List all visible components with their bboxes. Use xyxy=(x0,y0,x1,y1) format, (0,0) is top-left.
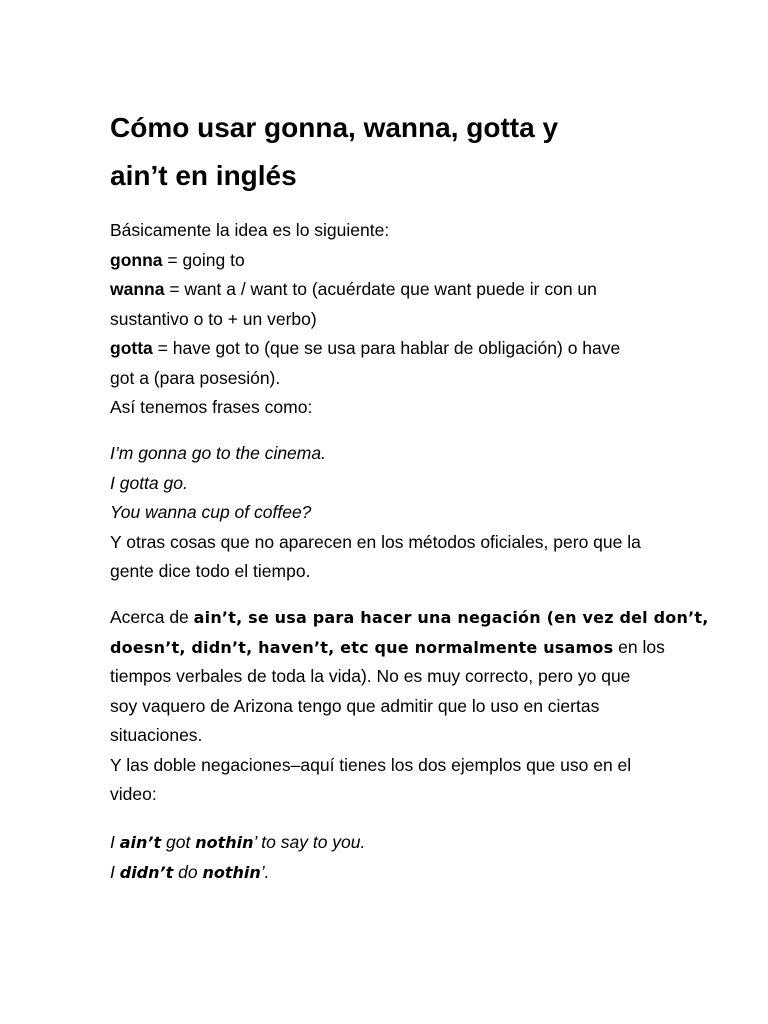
final-example-1-part-c: got xyxy=(161,832,196,852)
aint-bold-rest-2: doesn’t, didn’t, haven’t, etc que normalmente usamos xyxy=(110,637,614,657)
example-2: I gotta go. xyxy=(110,472,188,493)
gonna-term: gonna xyxy=(110,249,163,270)
aint-line-2 xyxy=(110,633,670,663)
final-example-2-didnt: didn’t xyxy=(119,862,174,882)
examples-note-1: Y otras cosas que no aparecen en los métodos oficiales, pero que la xyxy=(110,531,641,552)
intro-text: Básicamente la idea es lo siguiente: xyxy=(110,220,390,240)
title-line-1: Cómo usar gonna, wanna, gotta y xyxy=(110,112,559,143)
gotta-meaning: = have got to (que se usa para hablar de obligación) o have xyxy=(152,338,621,358)
final-example-1 xyxy=(110,828,670,858)
gotta-meaning-continued: got a (para posesión). xyxy=(110,367,281,388)
example-1: I’m gonna go to the cinema. xyxy=(110,443,326,463)
final-example-2-part-a: I xyxy=(110,861,120,882)
gotta-definition xyxy=(110,334,670,364)
final-example-1-aint: ain’t xyxy=(119,833,162,852)
gotta-term: gotta xyxy=(110,338,153,358)
final-example-2-part-c: do xyxy=(173,861,203,882)
aint-paragraph xyxy=(110,603,709,810)
aint-line-7: video: xyxy=(110,784,157,804)
final-example-2-nothin: nothin xyxy=(202,862,261,882)
example-3: You wanna cup of coffee? xyxy=(110,502,312,522)
final-examples xyxy=(110,828,670,887)
final-example-1-part-a: I xyxy=(110,832,120,852)
final-example-1-nothin: nothin xyxy=(195,833,254,852)
wanna-definition xyxy=(110,275,670,305)
final-example-2-part-e: ’. xyxy=(260,861,270,882)
page-title xyxy=(110,104,670,200)
aint-line-3: tiempos verbales de toda la vida). No es muy correcto, pero yo que xyxy=(110,666,631,686)
wanna-meaning-continued: sustantivo o to + un verbo) xyxy=(110,308,317,329)
aint-bold-rest-1: , se usa para hacer una negación (en vez del don’t, xyxy=(236,608,709,627)
transition-text: Así tenemos frases como: xyxy=(110,397,313,417)
aint-line-4: soy vaquero de Arizona tengo que admitir que lo uso en ciertas xyxy=(110,695,600,716)
examples-note-2: gente dice todo el tiempo. xyxy=(110,561,311,581)
wanna-term: wanna xyxy=(110,279,165,299)
final-example-2 xyxy=(110,858,670,888)
final-example-1-part-e: ’ to say to you. xyxy=(253,832,366,852)
aint-term: ain’t xyxy=(193,608,237,627)
wanna-meaning: = want a / want to (acuérdate que want puede ir con un xyxy=(164,279,597,299)
aint-after-bold: en los xyxy=(613,636,665,657)
aint-line-5: situaciones. xyxy=(110,725,203,745)
examples-paragraph xyxy=(110,439,670,587)
aint-line-1 xyxy=(110,603,709,633)
gonna-definition xyxy=(110,246,670,276)
intro-paragraph xyxy=(110,216,670,423)
gonna-meaning: = going to xyxy=(162,249,245,270)
title-line-2: ain’t en inglés xyxy=(110,160,297,191)
aint-line-6: Y las doble negaciones–aquí tienes los dos ejemplos que uso en el xyxy=(110,754,632,775)
aint-lead: Acerca de xyxy=(110,607,194,627)
